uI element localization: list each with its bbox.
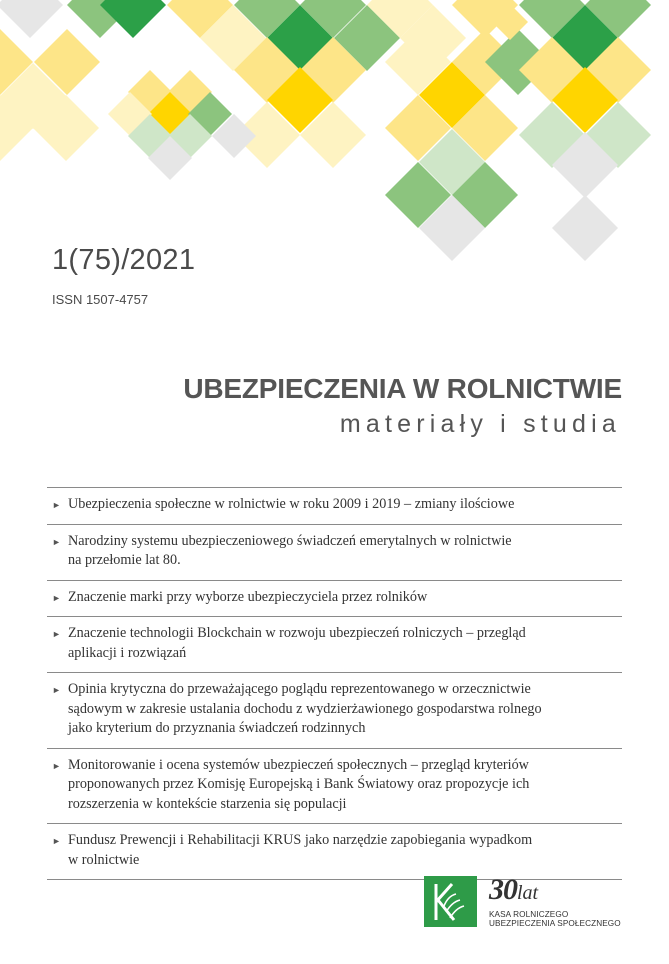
table-of-contents: [47, 487, 622, 880]
contents-item: [47, 488, 622, 525]
contents-item-line: Narodziny systemu ubezpieczeniowego świadczeń emerytalnych w rolnictwie: [68, 532, 512, 549]
contents-item-line: Ubezpieczenia społeczne w rolnictwie w roku 2009 i 2019 – zmiany ilościowe: [68, 496, 515, 512]
contents-item: [47, 673, 622, 749]
diamond-tile: [552, 195, 618, 261]
anniversary-mark: [489, 873, 538, 907]
contents-item-line: na przełomie lat 80.: [68, 552, 181, 568]
triangle-bullet-icon: ►: [52, 629, 61, 639]
triangle-bullet-icon: ►: [52, 500, 61, 510]
diamond-pattern: [0, 0, 669, 280]
contents-item-line: Fundusz Prewencji i Rehabilitacji KRUS jako narzędzie zapobiegania wypadkom: [68, 832, 533, 848]
issn: ISSN 1507-4757: [52, 292, 149, 307]
anniversary-word: lat: [517, 882, 539, 904]
krus-logo-mark: [424, 876, 477, 927]
journal-subtitle: materiały i studia: [339, 410, 621, 438]
contents-item-line: Monitorowanie i ocena systemów ubezpieczeń społecznych – przegląd kryteriów: [68, 756, 529, 773]
contents-item-line: Znaczenie marki przy wyborze ubezpieczyciela przez rolników: [68, 588, 428, 605]
contents-item-line: aplikacji i rozwiązań: [68, 644, 187, 661]
diamond-tile: [0, 0, 63, 38]
triangle-bullet-icon: ►: [52, 760, 61, 771]
contents-item: [47, 581, 622, 618]
contents-item-line: jako kryterium do przyznania świadczeń rodzinnych: [68, 720, 366, 736]
contents-item-line: Znaczenie technologii Blockchain w rozwoju ubezpieczeń rolniczych – przegląd: [68, 625, 526, 641]
issue-number: 1(75)/2021: [52, 244, 196, 276]
triangle-bullet-icon: ►: [52, 592, 61, 603]
contents-item: [47, 749, 622, 825]
contents-item: [47, 824, 622, 880]
contents-item: [47, 525, 622, 581]
contents-item-line: rozszerzenia w kontekście starzenia się populacji: [68, 795, 347, 812]
triangle-bullet-icon: ►: [52, 536, 61, 547]
contents-item-line: Opinia krytyczna do przeważającego poglądu reprezentowanego w orzecznictwie: [68, 681, 531, 697]
org-name-line2: UBEZPIECZENIA SPOŁECZNEGO: [489, 919, 621, 928]
triangle-bullet-icon: ►: [52, 836, 61, 846]
org-name-line1: KASA ROLNICZEGO: [489, 910, 569, 919]
krus-logo-icon: [424, 876, 477, 927]
contents-item: [47, 617, 622, 673]
contents-item-line: w rolnictwie: [68, 851, 140, 868]
journal-title: UBEZPIECZENIA W ROLNICTWIE: [183, 373, 622, 404]
anniversary-number: 30: [489, 873, 517, 906]
triangle-bullet-icon: ►: [52, 685, 61, 695]
contents-item-line: sądowym w zakresie ustalania dochodu z wydzierżawionego gospodarstwa rolnego: [68, 700, 542, 717]
contents-item-line: proponowanych przez Komisję Europejską i Bank Światowy oraz propozycje ich: [68, 776, 530, 792]
